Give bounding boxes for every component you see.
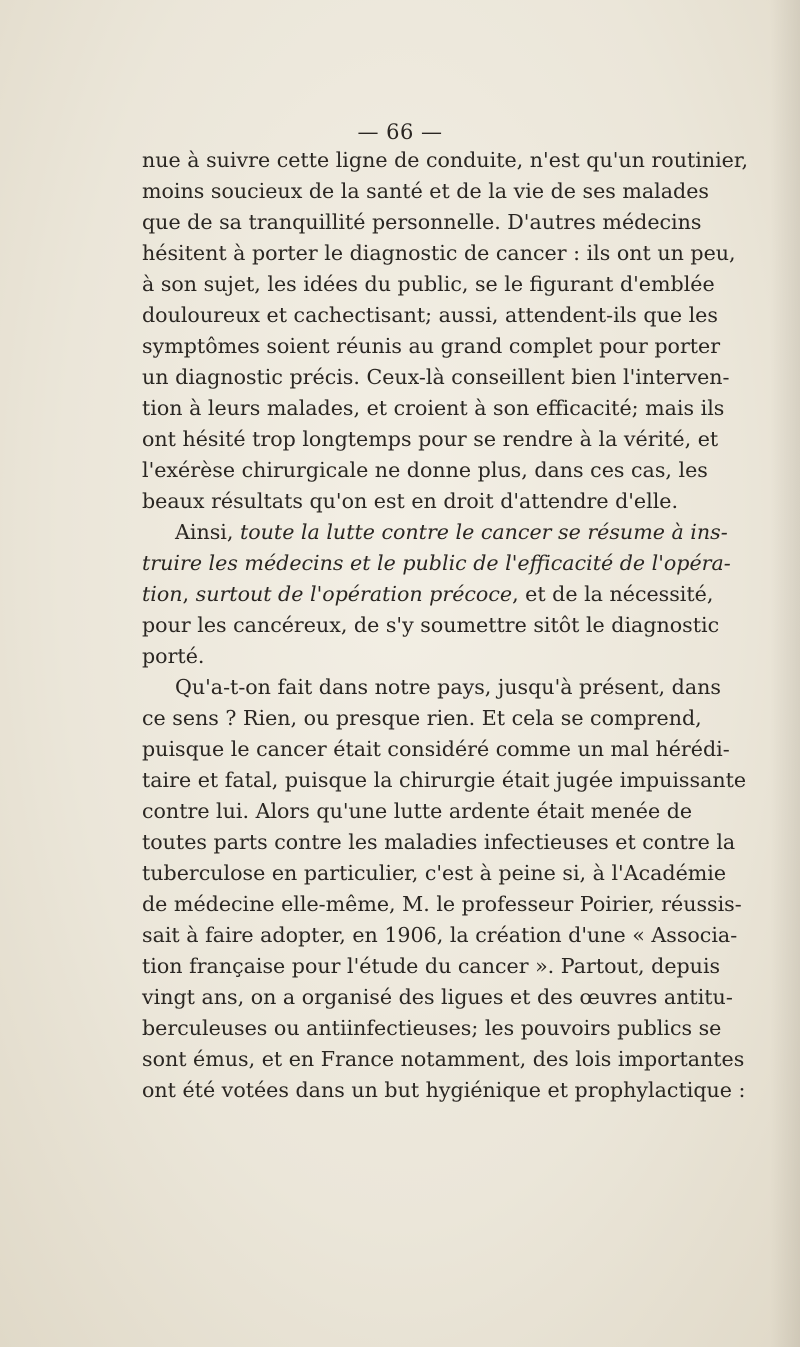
text-line: sait à faire adopter, en 1906, la création d'une « Associa- (142, 923, 738, 947)
text-run: , (182, 582, 196, 606)
text-line: tion française pour l'étude du cancer ». Partout, depuis (142, 954, 721, 978)
emphasis-run: truire les médecins et le public de l'efficacité de l'opéra- (142, 551, 731, 575)
text-line: tuberculose en particulier, c'est à peine si, à l'Académie (142, 861, 727, 885)
text-line: pour les cancéreux, de s'y soumettre sitôt le diagnostic (142, 613, 720, 637)
page-edge-shadow (770, 0, 800, 1347)
page-number: — 66 — (357, 120, 443, 144)
text-line: contre lui. Alors qu'une lutte ardente était menée de (142, 799, 693, 823)
text-line: porté. (142, 644, 205, 668)
text-line: sont émus, et en France notamment, des lois importantes (142, 1047, 745, 1071)
emphasis-run: surtout de l'opération précoce (195, 582, 513, 606)
text-line: ont hésité trop longtemps pour se rendre à la vérité, et (142, 427, 719, 451)
text-line: que de sa tranquillité personnelle. D'autres médecins (142, 210, 702, 234)
text-line: douloureux et cachectisant; aussi, attendent-ils que les (142, 303, 718, 327)
text-run: Ainsi, (175, 520, 240, 544)
text-line: ce sens ? Rien, ou presque rien. Et cela se comprend, (142, 706, 702, 730)
text-line (142, 578, 714, 610)
text-line: toutes parts contre les maladies infectieuses et contre la (142, 830, 736, 854)
text-line: puisque le cancer était considéré comme un mal hérédi- (142, 737, 730, 761)
text-run: , et de la nécessité, (512, 582, 714, 606)
text-line: ont été votées dans un but hygiénique et prophylactique : (142, 1078, 746, 1102)
text-line: tion à leurs malades, et croient à son efficacité; mais ils (142, 396, 725, 420)
text-line: nue à suivre cette ligne de conduite, n'est qu'un routinier, (142, 148, 748, 172)
text-line: taire et fatal, puisque la chirurgie était jugée impuissante (142, 768, 747, 792)
emphasis-run: toute la lutte contre le cancer se résume à ins- (239, 520, 728, 544)
emphasis-run: tion (142, 582, 183, 606)
text-line: vingt ans, on a organisé des ligues et des œuvres antitu- (142, 985, 733, 1009)
text-line: beaux résultats qu'on est en droit d'attendre d'elle. (142, 489, 679, 513)
text-line (142, 547, 731, 579)
text-line: hésitent à porter le diagnostic de cancer : ils ont un peu, (142, 241, 736, 265)
text-line: berculeuses ou antiinfectieuses; les pouvoirs publics se (142, 1016, 722, 1040)
text-line: symptômes soient réunis au grand complet pour porter (142, 334, 721, 358)
text-line: à son sujet, les idées du public, se le figurant d'emblée (142, 272, 715, 296)
text-line: l'exérèse chirurgicale ne donne plus, dans ces cas, les (142, 458, 708, 482)
text-line: moins soucieux de la santé et de la vie de ses malades (142, 179, 709, 203)
text-line: de médecine elle-même, M. le professeur Poirier, réussis- (142, 892, 742, 916)
text-line: un diagnostic précis. Ceux-là conseillent bien l'interven- (142, 365, 730, 389)
text-line (175, 516, 728, 548)
text-line: Qu'a-t-on fait dans notre pays, jusqu'à présent, dans (175, 675, 721, 699)
